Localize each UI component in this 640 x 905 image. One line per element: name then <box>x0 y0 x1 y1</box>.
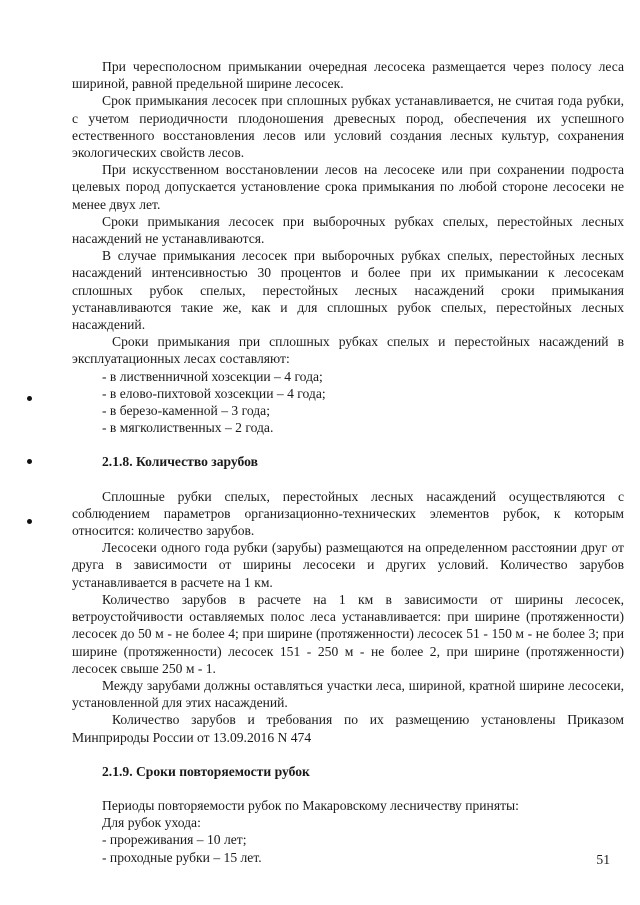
list-item: - в елово-пихтовой хозсекции – 4 года; <box>102 385 326 401</box>
section-heading: 2.1.8. Количество зарубов <box>102 454 258 470</box>
list-item: - проходные рубки – 15 лет. <box>102 849 262 865</box>
spacer <box>72 746 624 763</box>
list-item: - в лиственничной хозсекции – 4 года; <box>102 368 323 384</box>
paragraph: Количество зарубов и требования по их размещению установлены Приказом Минприроды России от 13.09.2016 N 474 <box>72 712 624 745</box>
paragraph: При чересполосном примыкании очередная лесосека размещается через полосу леса шириной, равной предельной ширине лесосек. <box>72 59 624 92</box>
paragraph: При искусственном восстановлении лесов на лесосеке или при сохранении подроста целевых пород допускается установление срока примыкания по любой стороне лесосеки не менее двух лет. <box>72 162 624 212</box>
section-heading: 2.1.9. Сроки повторяемости рубок <box>102 763 310 779</box>
paragraph: Периоды повторяемости рубок по Макаровскому лесничеству приняты: <box>102 797 519 813</box>
list-item: - прореживания – 10 лет; <box>102 832 247 848</box>
paragraph: Для рубок ухода: <box>102 815 201 831</box>
paragraph: Между зарубами должны оставляться участки леса, шириной, кратной ширине лесосеки, установленной для этих насаждений. <box>72 677 624 711</box>
punch-hole-mark-2 <box>27 459 32 464</box>
paragraph: Срок примыкания лесосек при сплошных рубках устанавливается, не считая года рубки, с учетом периодичности плодоношения древесных пород, обеспечения их успешного естественного восстановления лесов или условий создания лесных культур, сохранения экологических свойств лесов. <box>72 93 624 161</box>
spacer <box>72 780 624 797</box>
spacer <box>72 471 624 488</box>
paragraph: Сроки примыкания лесосек при выборочных рубках спелых, перестойных лесных насаждений не устанавливаются. <box>72 213 624 247</box>
punch-hole-mark-1 <box>27 396 32 401</box>
paragraph: Количество зарубов в расчете на 1 км в зависимости от ширины лесосек, ветроустойчивости оставляемых полос леса устанавливается: при ширине (протяженности) лесосек до 50 м - не более 4; при ширине (протяженности) лесосек 51 - 150 м - не более 3; при ширине (протяженности) лесосек 151 - 250 м - не более 2, при ширине (протяженности) лесосек свыше 250 м - 1. <box>72 591 624 676</box>
paragraph: Сроки примыкания при сплошных рубках спелых и перестойных насаждений в эксплуатационных лесах составляют: <box>72 334 624 367</box>
list-item: - в мягколиственных – 2 года. <box>102 420 274 436</box>
document-page <box>72 58 624 866</box>
punch-hole-mark-3 <box>27 519 32 524</box>
paragraph: В случае примыкания лесосек при выборочных рубках спелых, перестойных лесных насаждений интенсивностью 30 процентов и более при их примыкании к лесосекам сплошных рубок спелых, перестойных лесных насаждений сроки примыкания устанавливаются такие же, как и для сплошных рубок спелых, перестойных лесных насаждений. <box>72 248 624 333</box>
spacer <box>72 436 624 453</box>
thinning-period-list <box>72 831 624 865</box>
page-number: 51 <box>596 852 610 867</box>
paragraph: Сплошные рубки спелых, перестойных лесных насаждений осуществляются с соблюдением параметров организационно-технических элементов рубок, к которым относится: количество зарубов. <box>72 488 624 539</box>
paragraph: Лесосеки одного года рубки (зарубы) размещаются на определенном расстоянии друг от друга в зависимости от ширины лесосеки и других условий. Количество зарубов устанавливается в расчете на 1 км. <box>72 540 624 590</box>
rotation-period-list <box>72 368 624 437</box>
list-item: - в березо-каменной – 3 года; <box>102 403 270 419</box>
